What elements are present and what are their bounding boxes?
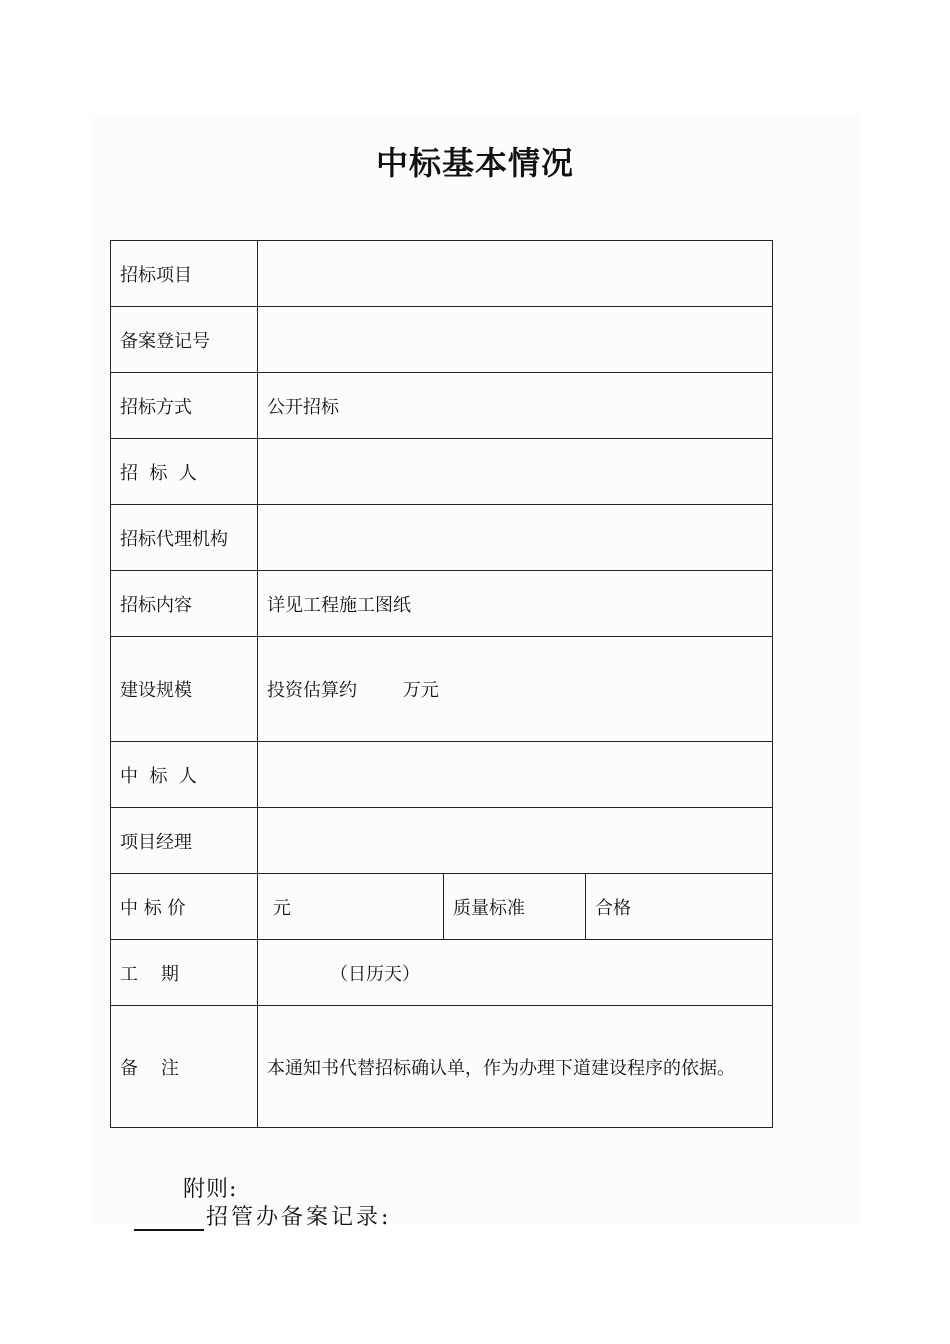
table-row-tenderer (111, 439, 773, 505)
quality-label: 质量标准 (444, 874, 586, 940)
document-title: 中标基本情况 (375, 144, 574, 182)
table-row-winner (111, 742, 773, 808)
row-label: 备案登记号 (111, 307, 258, 373)
table-row-remarks (111, 1006, 773, 1128)
table-row-project (111, 241, 773, 307)
table-row-registration-no (111, 307, 773, 373)
table-row-content (111, 571, 773, 637)
duration-field[interactable]: （日历天） (258, 940, 773, 1006)
appendix-label: 附则: (183, 1177, 238, 1202)
blank-underline[interactable] (134, 1207, 204, 1231)
manager-field[interactable] (258, 808, 773, 874)
row-label: 招标内容 (111, 571, 258, 637)
agency-field[interactable] (258, 505, 773, 571)
table-row-bid-method (111, 373, 773, 439)
row-label: 项目经理 (111, 808, 258, 874)
price-field[interactable]: 元 (258, 874, 444, 940)
table-row-duration (111, 940, 773, 1006)
project-field[interactable] (258, 241, 773, 307)
row-label: 招 标 人 (111, 439, 258, 505)
row-label: 招标项目 (111, 241, 258, 307)
winner-field[interactable] (258, 742, 773, 808)
row-label: 招标代理机构 (111, 505, 258, 571)
row-label: 招标方式 (111, 373, 258, 439)
table-row-manager (111, 808, 773, 874)
registration-no-field[interactable] (258, 307, 773, 373)
row-label: 建设规模 (111, 637, 258, 742)
table-row-agency (111, 505, 773, 571)
record-label: 招管办备案记录: (206, 1205, 392, 1230)
table-row-scale (111, 637, 773, 742)
row-label: 工 期 (111, 940, 258, 1006)
row-label: 中 标 价 (111, 874, 258, 940)
remarks-field[interactable]: 本通知书代替招标确认单，作为办理下道建设程序的依据。 (258, 1006, 773, 1128)
row-label: 中 标 人 (111, 742, 258, 808)
quality-field[interactable]: 合格 (586, 874, 773, 940)
row-label: 备 注 (111, 1006, 258, 1128)
bid-info-table (110, 240, 773, 1128)
table-row-price (111, 874, 773, 940)
bid-method-field[interactable]: 公开招标 (258, 373, 773, 439)
record-line (134, 1200, 391, 1231)
tenderer-field[interactable] (258, 439, 773, 505)
scale-field[interactable]: 投资估算约 万元 (258, 637, 773, 742)
content-field[interactable]: 详见工程施工图纸 (258, 571, 773, 637)
